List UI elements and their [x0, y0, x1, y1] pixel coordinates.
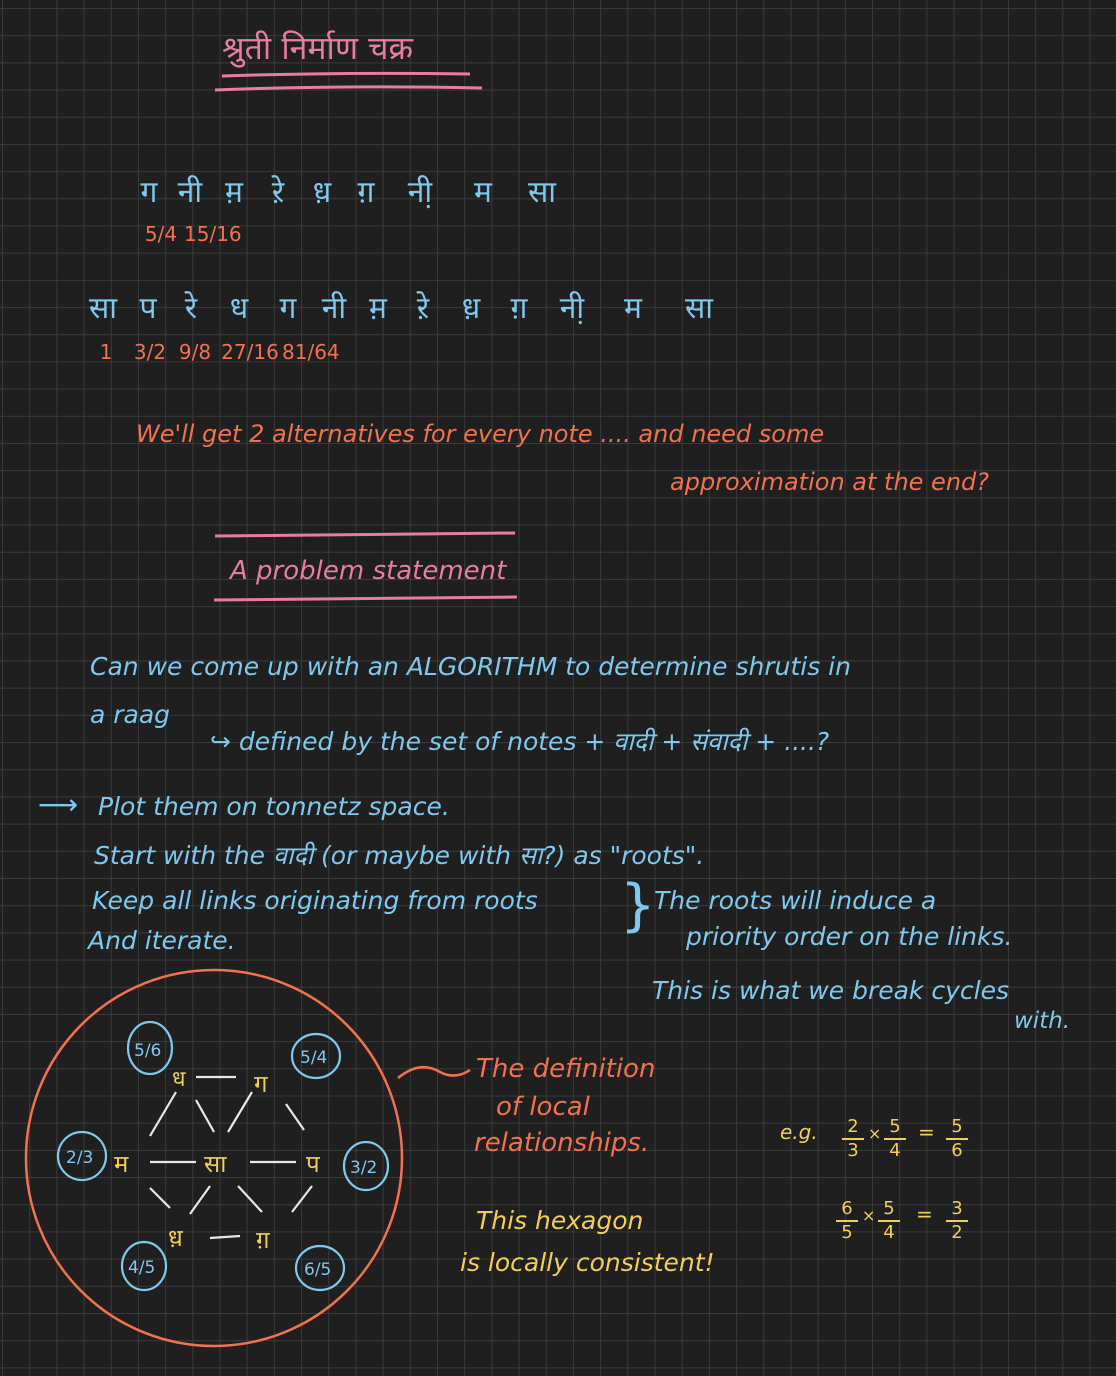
note: ग: [140, 175, 158, 210]
ratio: 5/4: [144, 222, 178, 246]
page-title: श्रुती निर्माण चक्र: [222, 29, 414, 67]
ratio: 3/2: [133, 340, 167, 364]
numerator: 5: [889, 1116, 901, 1137]
node-top-right: ग: [254, 1070, 268, 1098]
ratio: 27/16: [221, 340, 279, 364]
denominator: 3: [847, 1140, 859, 1161]
times-sign: ×: [868, 1124, 882, 1143]
eq2-result: [946, 1200, 968, 1242]
equals-sign: =: [916, 1202, 933, 1226]
note: सा: [684, 291, 714, 326]
node-center: सा: [204, 1150, 227, 1178]
ratio: 9/8: [178, 340, 212, 364]
problem-line-2b: ↪ defined by the set of notes + वादी + संवादी + ....?: [210, 727, 830, 756]
alternatives-line-2: approximation at the end?: [670, 468, 989, 496]
consistent-line-2: is locally consistent!: [460, 1248, 715, 1277]
problem-line-1: Can we come up with an ALGORITHM to determine shrutis in: [90, 652, 851, 681]
equals-sign: =: [918, 1120, 935, 1144]
note: नी़: [407, 175, 433, 210]
denominator: 5: [841, 1222, 853, 1243]
note: रे़: [271, 175, 285, 210]
numerator: 5: [883, 1198, 895, 1219]
ratio: 15/16: [184, 222, 242, 246]
note-line-2: priority order on the links.: [686, 922, 1013, 951]
step-4: And iterate.: [88, 926, 236, 955]
note: म़: [225, 175, 243, 210]
note: नी: [177, 175, 203, 210]
definition-line-1: The definition: [476, 1054, 656, 1084]
step-3: Keep all links originating from roots: [92, 886, 538, 915]
note: रे़: [416, 291, 430, 326]
ratio-label: 2/3: [66, 1148, 94, 1168]
note: ग़: [357, 175, 375, 210]
definition-line-2: of local: [496, 1092, 590, 1122]
alternatives-line-1: We'll get 2 alternatives for every note .... and need some: [136, 420, 825, 448]
section-heading: A problem statement: [230, 556, 507, 586]
note: म: [474, 175, 492, 210]
note-line-3: This is what we break cycles: [652, 976, 1009, 1005]
consistent-line-1: This hexagon: [476, 1206, 644, 1235]
note: ध: [229, 291, 249, 326]
note: नी़: [559, 291, 585, 326]
node-left: म: [114, 1150, 129, 1178]
ratio: 81/64: [282, 340, 340, 364]
problem-line-2a: a raag: [90, 700, 171, 729]
note: ग़: [510, 291, 528, 326]
node-right: प: [306, 1150, 320, 1178]
note: ध़: [312, 175, 332, 210]
numerator: 6: [841, 1198, 853, 1219]
denominator: 6: [951, 1140, 963, 1161]
note: सा: [527, 175, 557, 210]
node-bottom-left: ध़: [168, 1224, 183, 1252]
ratio: 1: [99, 340, 113, 364]
example-label: e.g.: [780, 1120, 818, 1144]
node-bottom-right: ग़: [256, 1226, 270, 1254]
ratio-label: 6/5: [304, 1260, 332, 1280]
note: नी: [321, 291, 347, 326]
note: म: [624, 291, 642, 326]
note: रे: [184, 291, 198, 326]
numerator: 5: [951, 1116, 963, 1137]
note: प: [139, 291, 157, 326]
ratio-label: 5/4: [300, 1048, 328, 1068]
step-1: Plot them on tonnetz space.: [98, 792, 450, 821]
brace: }: [620, 873, 656, 938]
ratio-label: 3/2: [350, 1158, 378, 1178]
eq2-term-a: [836, 1200, 858, 1242]
note: सा: [88, 291, 118, 326]
lattice-edges: [150, 1077, 312, 1238]
eq1-result: [946, 1118, 968, 1160]
definition-connector: [398, 1067, 470, 1078]
denominator: 2: [951, 1222, 963, 1243]
eq1-term-a: [842, 1118, 864, 1160]
times-sign: ×: [862, 1206, 876, 1225]
note: ग: [279, 291, 297, 326]
step-arrow-icon: ⟶: [38, 788, 79, 821]
ratio-label: 5/6: [134, 1041, 162, 1061]
eq2-term-b: [878, 1200, 900, 1242]
note: म़: [369, 291, 387, 326]
definition-line-3: relationships.: [474, 1128, 650, 1158]
numerator: 3: [951, 1198, 963, 1219]
note-line-1: The roots will induce a: [654, 886, 937, 915]
note-line-4: with.: [1014, 1008, 1071, 1034]
ratio-label: 4/5: [128, 1258, 156, 1278]
note: ध़: [461, 291, 481, 326]
node-top-left: ध: [172, 1067, 186, 1092]
denominator: 4: [883, 1222, 895, 1243]
numerator: 2: [847, 1116, 859, 1137]
denominator: 4: [889, 1140, 901, 1161]
step-2: Start with the वादी (or maybe with सा?) as "roots".: [94, 841, 705, 870]
eq1-term-b: [884, 1118, 906, 1160]
